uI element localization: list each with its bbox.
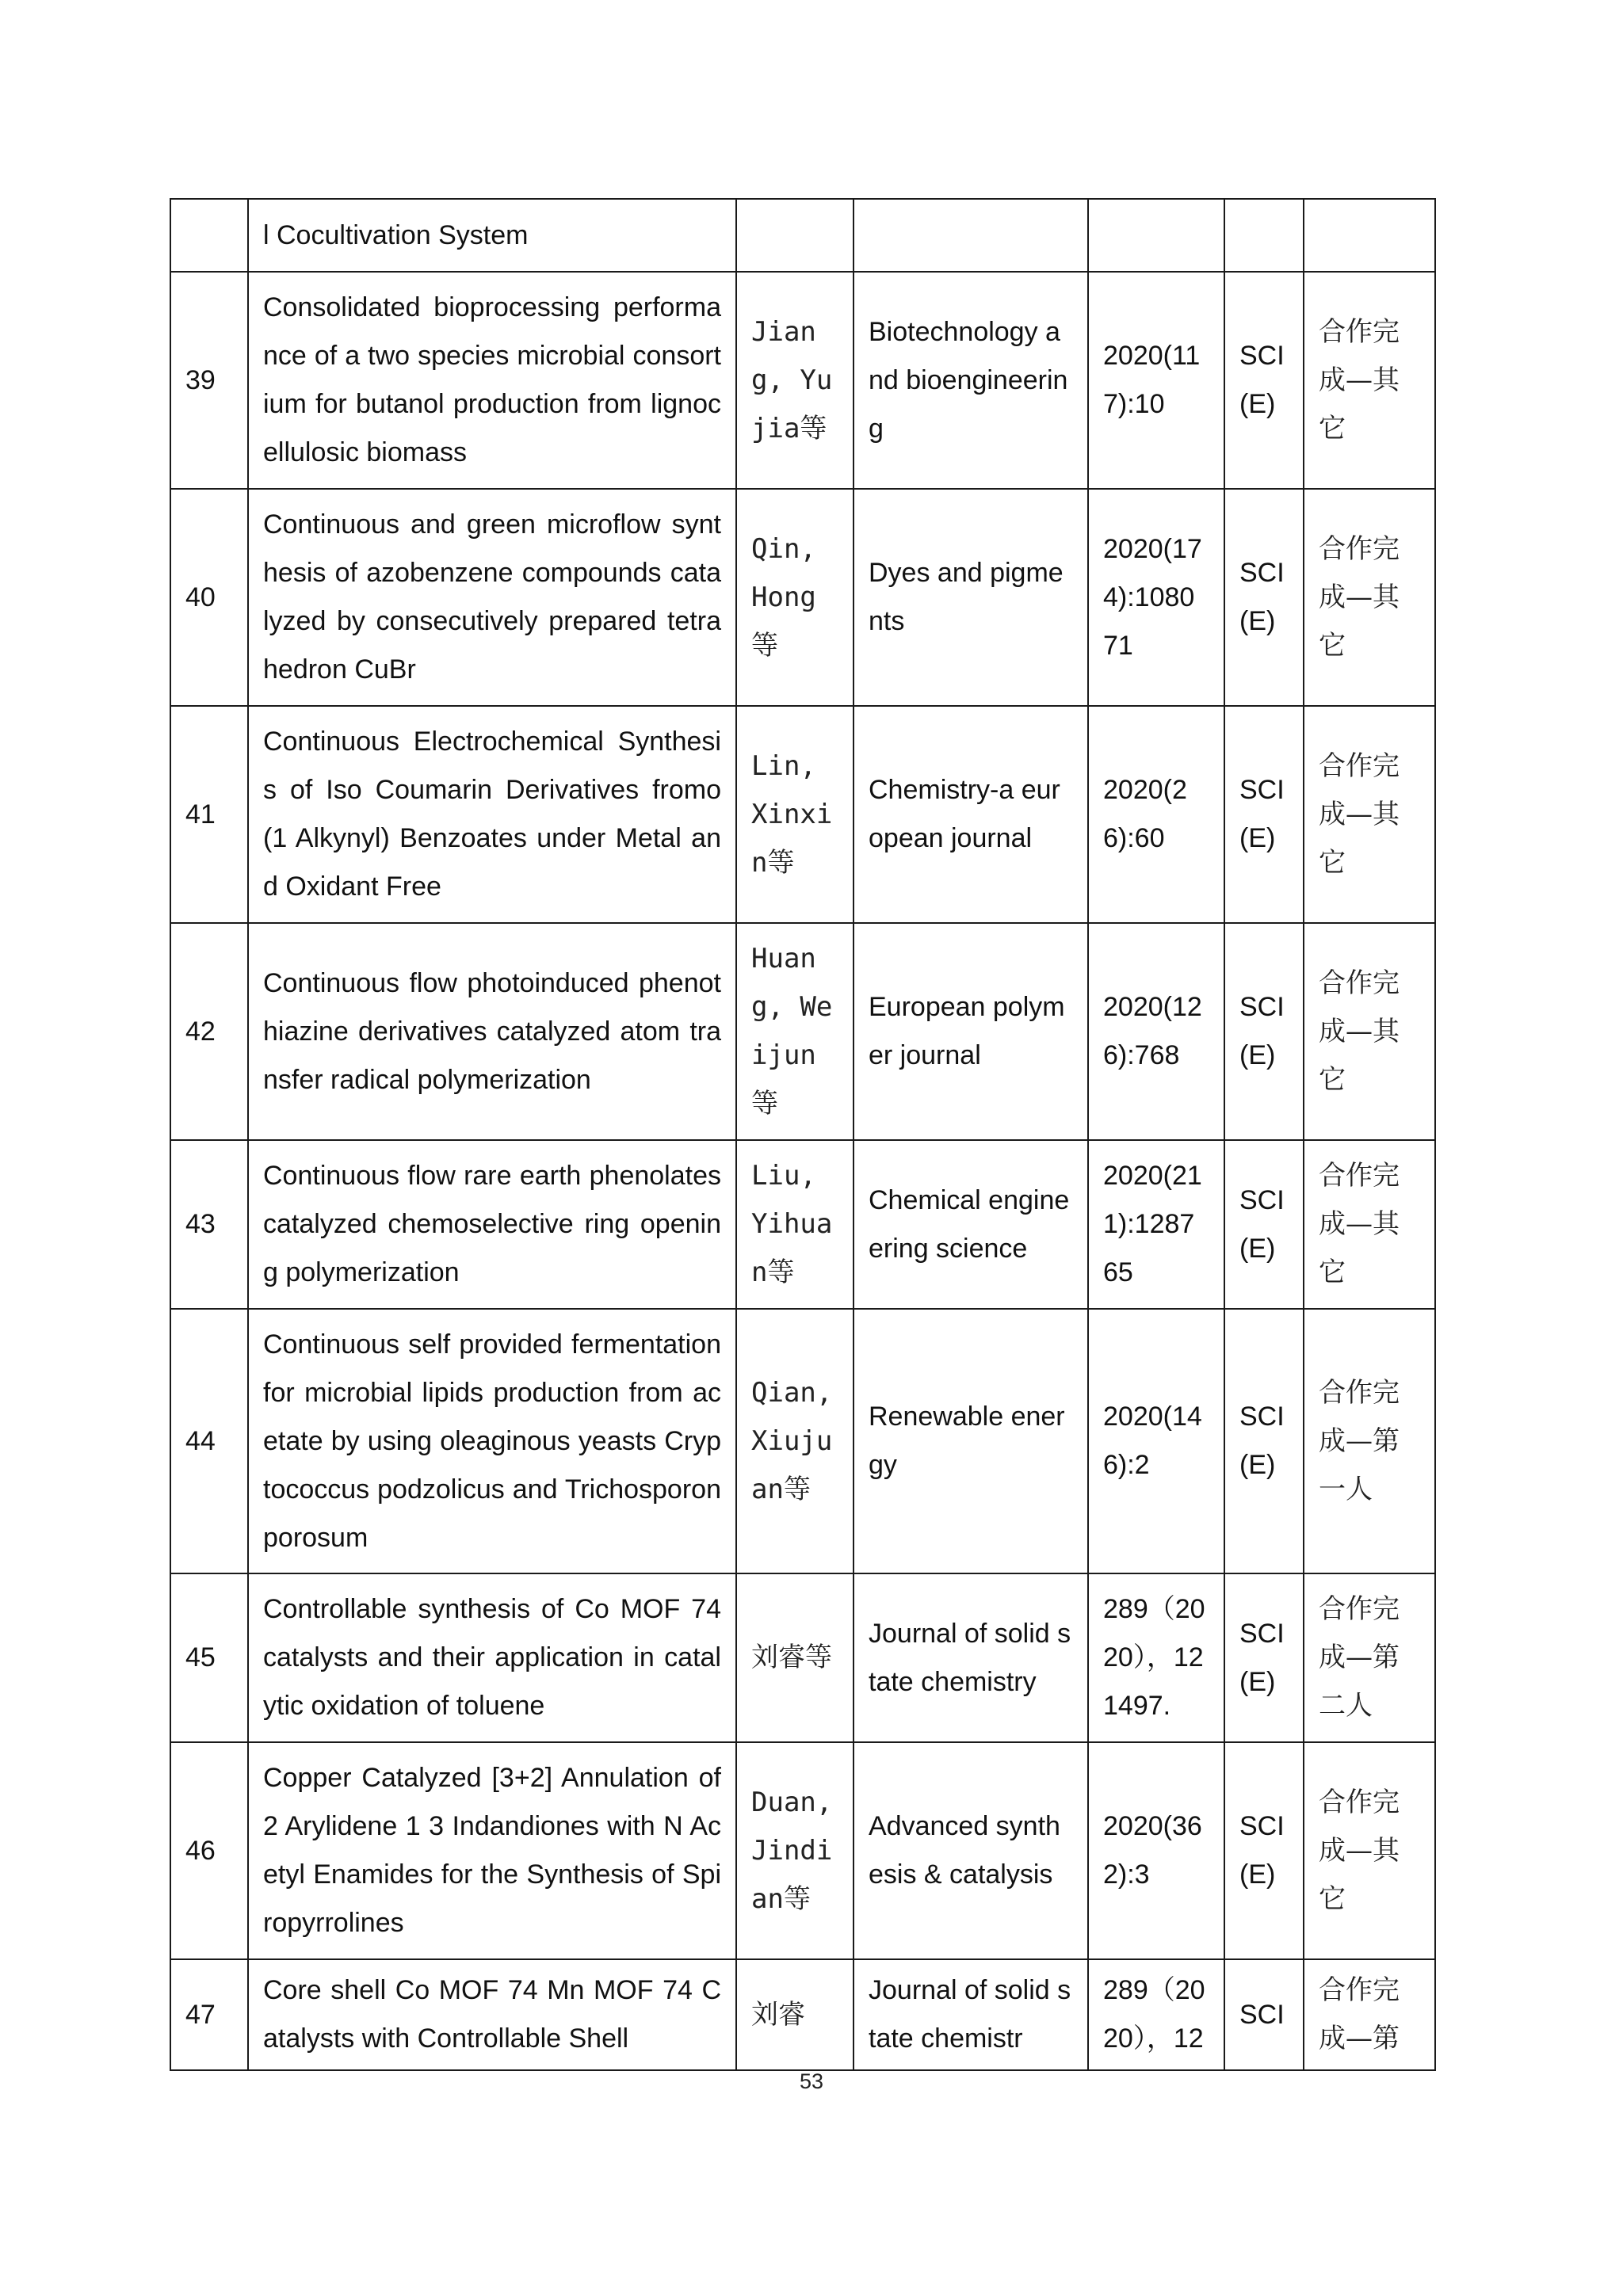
paper-title: Core shell Co MOF 74 Mn MOF 74 Catalysts with Controllable Shell xyxy=(248,1959,736,2070)
journal-name xyxy=(854,199,1088,272)
publication-year-volume: 2020(117):10 xyxy=(1088,272,1224,489)
paper-author: Huang, Weijun等 xyxy=(736,923,854,1140)
row-number xyxy=(170,199,248,272)
contribution-role xyxy=(1304,199,1435,272)
paper-title: Continuous flow photoinduced phenothiazine derivatives catalyzed atom transfer radical polymerization xyxy=(248,923,736,1140)
journal-name: Biotechnology and bioengineering xyxy=(854,272,1088,489)
contribution-role: 合作完成—第二人 xyxy=(1304,1573,1435,1742)
publication-year-volume: 2020(362):3 xyxy=(1088,1742,1224,1959)
index-type: SCI (E) xyxy=(1224,1140,1304,1309)
contribution-role: 合作完成—其它 xyxy=(1304,706,1435,923)
paper-author: Liu, Yihuan等 xyxy=(736,1140,854,1309)
journal-name: Chemical engineering science xyxy=(854,1140,1088,1309)
index-type: SCI (E) xyxy=(1224,706,1304,923)
row-number: 40 xyxy=(170,489,248,706)
index-type: SCI (E) xyxy=(1224,1309,1304,1573)
journal-name: Dyes and pigments xyxy=(854,489,1088,706)
contribution-role: 合作完成—第 xyxy=(1304,1959,1435,2070)
table-row xyxy=(170,1959,1435,2070)
row-number: 39 xyxy=(170,272,248,489)
contribution-role: 合作完成—其它 xyxy=(1304,489,1435,706)
row-number: 46 xyxy=(170,1742,248,1959)
table-row xyxy=(170,1742,1435,1959)
row-number: 47 xyxy=(170,1959,248,2070)
paper-author: Lin, Xinxin等 xyxy=(736,706,854,923)
journal-name: Journal of solid state chemistr xyxy=(854,1959,1088,2070)
journal-name: Renewable energy xyxy=(854,1309,1088,1573)
table-body xyxy=(170,199,1435,2070)
paper-title: Continuous Electrochemical Synthesis of Iso Coumarin Derivatives fromo (1 Alkynyl) Benzoates under Metal and Oxidant Free xyxy=(248,706,736,923)
table-row xyxy=(170,272,1435,489)
contribution-role: 合作完成—其它 xyxy=(1304,1140,1435,1309)
paper-author: 刘睿 xyxy=(736,1959,854,2070)
table-row xyxy=(170,489,1435,706)
paper-author: Duan, Jindian等 xyxy=(736,1742,854,1959)
journal-name: Advanced synthesis & catalysis xyxy=(854,1742,1088,1959)
publication-table xyxy=(170,198,1436,2071)
journal-name: Chemistry-a european journal xyxy=(854,706,1088,923)
paper-title: l Cocultivation System xyxy=(248,199,736,272)
paper-title: Consolidated bioprocessing performance of a two species microbial consortium for butanol production from lignocellulosic biomass xyxy=(248,272,736,489)
table-row xyxy=(170,706,1435,923)
paper-title: Controllable synthesis of Co MOF 74 catalysts and their application in catalytic oxidation of toluene xyxy=(248,1573,736,1742)
table-row xyxy=(170,923,1435,1140)
paper-title: Continuous self provided fermentation for microbial lipids production from acetate by using oleaginous yeasts Cryptococcus podzolicus and Trichosporon porosum xyxy=(248,1309,736,1573)
paper-author xyxy=(736,199,854,272)
table-row xyxy=(170,1573,1435,1742)
publication-year-volume: 2020(211):128765 xyxy=(1088,1140,1224,1309)
paper-author: Qian, Xiujuan等 xyxy=(736,1309,854,1573)
index-type: SCI xyxy=(1224,1959,1304,2070)
publication-year-volume: 2020(126):768 xyxy=(1088,923,1224,1140)
index-type: SCI (E) xyxy=(1224,1742,1304,1959)
row-number: 42 xyxy=(170,923,248,1140)
contribution-role: 合作完成—其它 xyxy=(1304,1742,1435,1959)
table-row xyxy=(170,199,1435,272)
paper-title: Continuous and green microflow synthesis of azobenzene compounds catalyzed by consecutively prepared tetrahedron CuBr xyxy=(248,489,736,706)
row-number: 41 xyxy=(170,706,248,923)
row-number: 43 xyxy=(170,1140,248,1309)
publication-year-volume xyxy=(1088,199,1224,272)
index-type: SCI (E) xyxy=(1224,489,1304,706)
index-type xyxy=(1224,199,1304,272)
contribution-role: 合作完成—其它 xyxy=(1304,923,1435,1140)
paper-author: Qin, Hong等 xyxy=(736,489,854,706)
row-number: 44 xyxy=(170,1309,248,1573)
paper-title: Continuous flow rare earth phenolates catalyzed chemoselective ring opening polymerization xyxy=(248,1140,736,1309)
publication-year-volume: 2020(146):2 xyxy=(1088,1309,1224,1573)
paper-author: 刘睿等 xyxy=(736,1573,854,1742)
paper-title: Copper Catalyzed [3+2] Annulation of 2 Arylidene 1 3 Indandiones with N Acetyl Enamides for the Synthesis of Spiropyrrolines xyxy=(248,1742,736,1959)
index-type: SCI (E) xyxy=(1224,272,1304,489)
journal-name: Journal of solid state chemistry xyxy=(854,1573,1088,1742)
publication-year-volume: 289（2020），12 xyxy=(1088,1959,1224,2070)
journal-name: European polymer journal xyxy=(854,923,1088,1140)
index-type: SCI (E) xyxy=(1224,923,1304,1140)
publication-year-volume: 2020(174):108071 xyxy=(1088,489,1224,706)
page-number: 53 xyxy=(799,2069,824,2093)
contribution-role: 合作完成—第一人 xyxy=(1304,1309,1435,1573)
publication-table-container xyxy=(170,198,1434,2071)
contribution-role: 合作完成—其它 xyxy=(1304,272,1435,489)
publication-year-volume: 2020(26):60 xyxy=(1088,706,1224,923)
publication-year-volume: 289（2020），121497. xyxy=(1088,1573,1224,1742)
paper-author: Jiang, Yujia等 xyxy=(736,272,854,489)
table-row xyxy=(170,1309,1435,1573)
row-number: 45 xyxy=(170,1573,248,1742)
table-row xyxy=(170,1140,1435,1309)
index-type: SCI (E) xyxy=(1224,1573,1304,1742)
